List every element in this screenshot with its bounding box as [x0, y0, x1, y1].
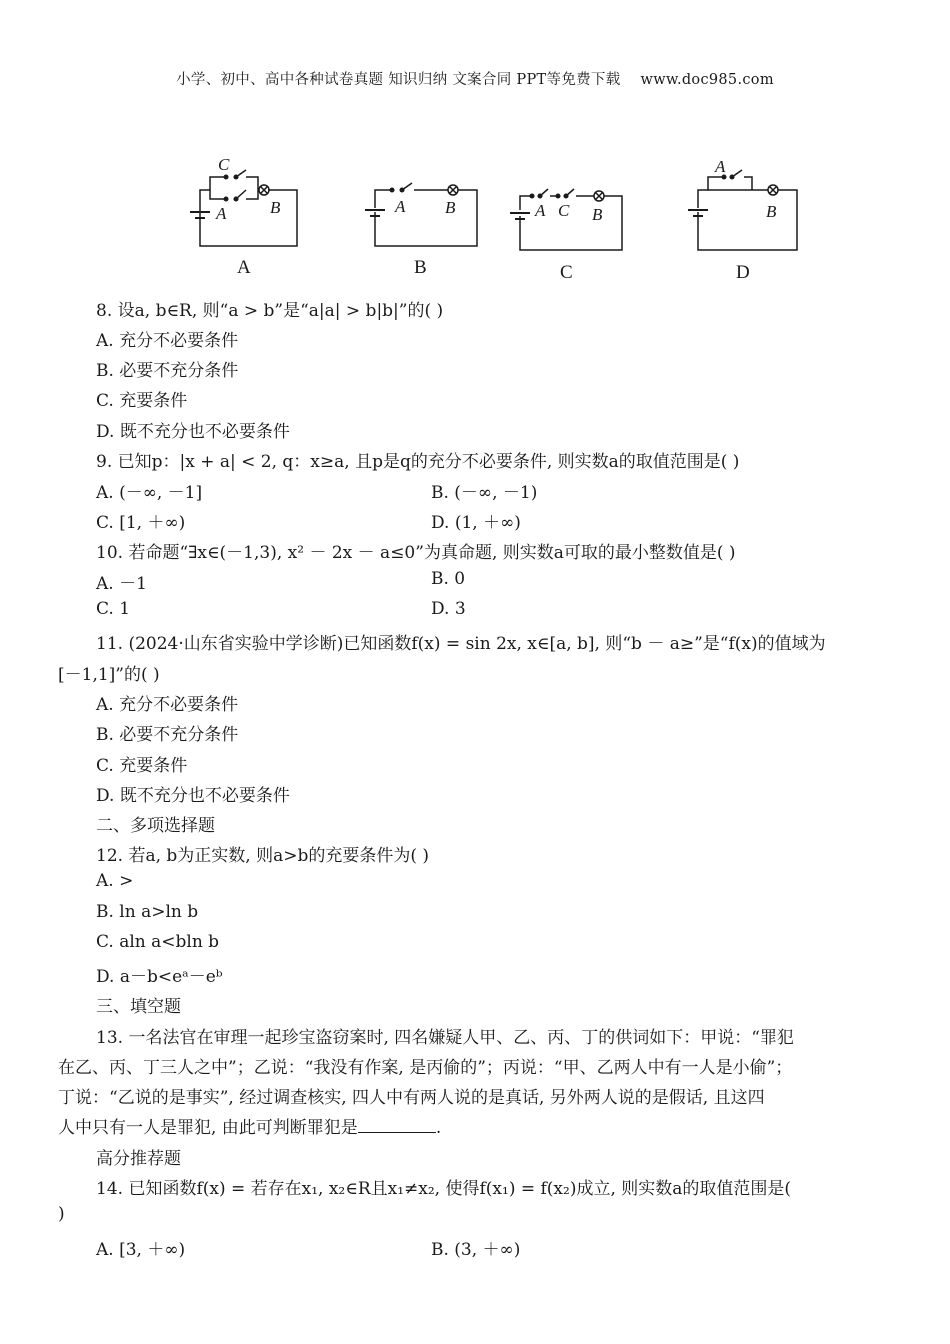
q11-option-d: D. 既不充分也不必要条件: [96, 786, 290, 806]
q12-option-a: A. >: [96, 871, 134, 891]
circuit-label-b: B: [414, 257, 427, 278]
q8-option-a: A. 充分不必要条件: [96, 331, 239, 351]
q14-row-1: [0, 1235, 950, 1260]
page-header: [0, 68, 950, 89]
q8-option-b: B. 必要不充分条件: [96, 361, 239, 381]
q10-option-d: D. 3: [431, 599, 466, 619]
circuit-diagrams: [180, 150, 820, 290]
q14-line1: 14. 已知函数f(x) = 若存在x₁, x₂∈R且x₁≠x₂, 使得f(x₁) = f(x₂)成立, 则实数a的取值范围是(: [96, 1179, 792, 1199]
q11-stem-line2: [－1,1]”的( ): [58, 665, 160, 685]
circuit-d: [688, 170, 797, 250]
q8-option-c: C. 充要条件: [96, 391, 188, 411]
q10-row-1: [0, 569, 950, 594]
circuit-a: [190, 170, 297, 246]
q13-line3: 丁说：“乙说的是事实”, 经过调查核实, 四人中有两人说的是真话, 另外两人说的是假话, 且这四: [58, 1088, 765, 1108]
q11-option-b: B. 必要不充分条件: [96, 725, 239, 745]
q9-stem: 9. 已知p：|x + a| < 2, q：x≥a, 且p是q的充分不必要条件, 则实数a的取值范围是( ): [96, 452, 740, 472]
section-multiple-choice: 二、多项选择题: [96, 816, 215, 836]
circuit-b: [365, 183, 477, 246]
q8-option-d: D. 既不充分也不必要条件: [96, 422, 290, 442]
header-site: www.doc985.com: [640, 72, 774, 88]
q9-option-b: B. (－∞, －1): [431, 483, 538, 503]
answer-blank: [358, 1116, 436, 1133]
q12-option-c: C. aln a<bln b: [96, 932, 220, 952]
q10-row-2: [0, 599, 950, 619]
section-recommended: 高分推荐题: [96, 1149, 181, 1169]
label-c-c: C: [558, 201, 570, 220]
q13-line4-text: 人中只有一人是罪犯, 由此可判断罪犯是: [58, 1118, 358, 1138]
q11-stem-line1: 11. (2024·山东省实验中学诊断)已知函数f(x) = sin 2x, x∈[a, b], 则“b － a≥”是“f(x)的值域为: [96, 634, 826, 654]
q10-option-a: A. －1: [96, 574, 147, 594]
q14-line2: ): [58, 1204, 65, 1224]
q13-line1: 13. 一名法官在审理一起珍宝盗窃案时, 四名嫌疑人甲、乙、丙、丁的供词如下：甲说：“罪犯: [96, 1028, 794, 1048]
label-c-a: A: [535, 201, 546, 220]
label-a-b: B: [270, 198, 281, 217]
label-d-a: A: [715, 157, 726, 176]
q12-option-b: B. ln a>ln b: [96, 902, 199, 922]
circuit-label-a: A: [237, 257, 251, 278]
q9-row-1: [0, 478, 950, 503]
q14-option-b: B. (3, ＋∞): [431, 1240, 521, 1260]
q14-option-a: A. [3, ＋∞): [96, 1240, 186, 1260]
circuit-label-d: D: [736, 262, 750, 283]
q9-option-c: C. [1, ＋∞): [96, 513, 186, 533]
q9-row-2: [0, 508, 950, 533]
q8-stem: 8. 设a, b∈R, 则“a > b”是“a|a| > b|b|”的( ): [96, 301, 444, 321]
q11-option-c: C. 充要条件: [96, 756, 188, 776]
q9-option-d: D. (1, ＋∞): [431, 513, 521, 533]
q13-line2: 在乙、丙、丁三人之中”；乙说：“我没有作案, 是丙偷的”；丙说：“甲、乙两人中有一人是小偷”；: [58, 1058, 793, 1078]
section-fill-in: 三、填空题: [96, 997, 181, 1017]
q12-option-d: D. a－b<eᵃ－eᵇ: [96, 967, 223, 987]
label-a-a: A: [216, 204, 227, 223]
header-text: 小学、初中、高中各种试卷真题 知识归纳 文案合同 PPT等免费下载: [176, 72, 621, 88]
q13-line4-end: .: [435, 1118, 442, 1138]
label-b-a: A: [395, 197, 406, 216]
q9-option-a: A. (－∞, －1]: [96, 483, 203, 503]
label-a-c: C: [218, 155, 230, 174]
q11-option-a: A. 充分不必要条件: [96, 695, 239, 715]
label-d-b: B: [766, 202, 777, 221]
q10-stem: 10. 若命题“∃x∈(－1,3), x² － 2x － a≤0”为真命题, 则实数a可取的最小整数值是( ): [96, 543, 736, 563]
label-c-b: B: [592, 205, 603, 224]
label-b-b: B: [445, 198, 456, 217]
q10-option-b: B. 0: [431, 569, 466, 589]
circuit-label-c: C: [560, 262, 573, 283]
q13-line4: [0, 1113, 950, 1138]
q12-stem: 12. 若a, b为正实数, 则a>b的充要条件为( ): [96, 846, 430, 866]
q10-option-c: C. 1: [96, 599, 131, 619]
